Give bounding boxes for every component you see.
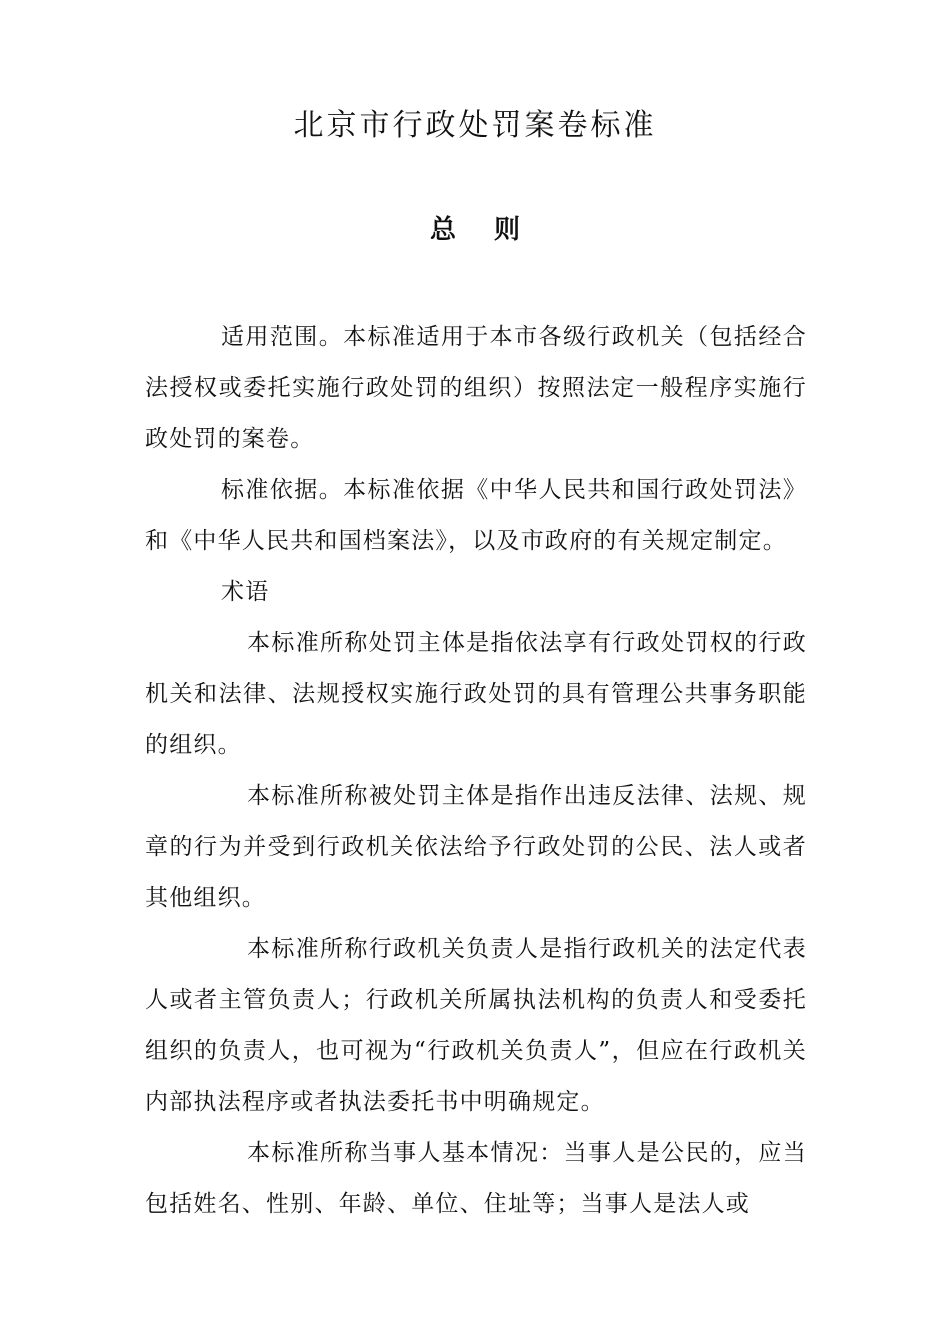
paragraph-basis: 标准依据。本标准依据《中华人民共和国行政处罚法》和《中华人民共和国档案法》，以及市政府的有关规定制定。 xyxy=(145,477,807,554)
paragraph-terms-heading: 术语 xyxy=(221,579,270,605)
document-body xyxy=(145,312,807,1230)
section-heading-char-2: 则 xyxy=(494,215,521,245)
document-title: 北京市行政处罚案卷标准 xyxy=(293,108,657,143)
paragraph-term-penalty-subject: 本标准所称处罚主体是指依法享有行政处罚权的行政机关和法律、法规授权实施行政处罚的具有管理公共事务职能的组织。 xyxy=(145,630,807,758)
paragraph-term-penalized-subject: 本标准所称被处罚主体是指作出违反法律、法规、规章的行为并受到行政机关依法给予行政处罚的公民、法人或者其他组织。 xyxy=(145,783,807,911)
section-heading xyxy=(0,210,950,250)
section-heading-char-1: 总 xyxy=(429,215,456,245)
paragraph-term-agency-head: 本标准所称行政机关负责人是指行政机关的法定代表人或者主管负责人；行政机关所属执法机构的负责人和受委托组织的负责人，也可视为“行政机关负责人”，但应在行政机关内部执法程序或者执法委托书中明确规定。 xyxy=(145,936,807,1115)
paragraph-scope: 适用范围。本标准适用于本市各级行政机关（包括经合法授权或委托实施行政处罚的组织）按照法定一般程序实施行政处罚的案卷。 xyxy=(145,324,807,452)
paragraph-term-party-info: 本标准所称当事人基本情况：当事人是公民的，应当包括姓名、性别、年龄、单位、住址等；当事人是法人或 xyxy=(145,1140,807,1217)
